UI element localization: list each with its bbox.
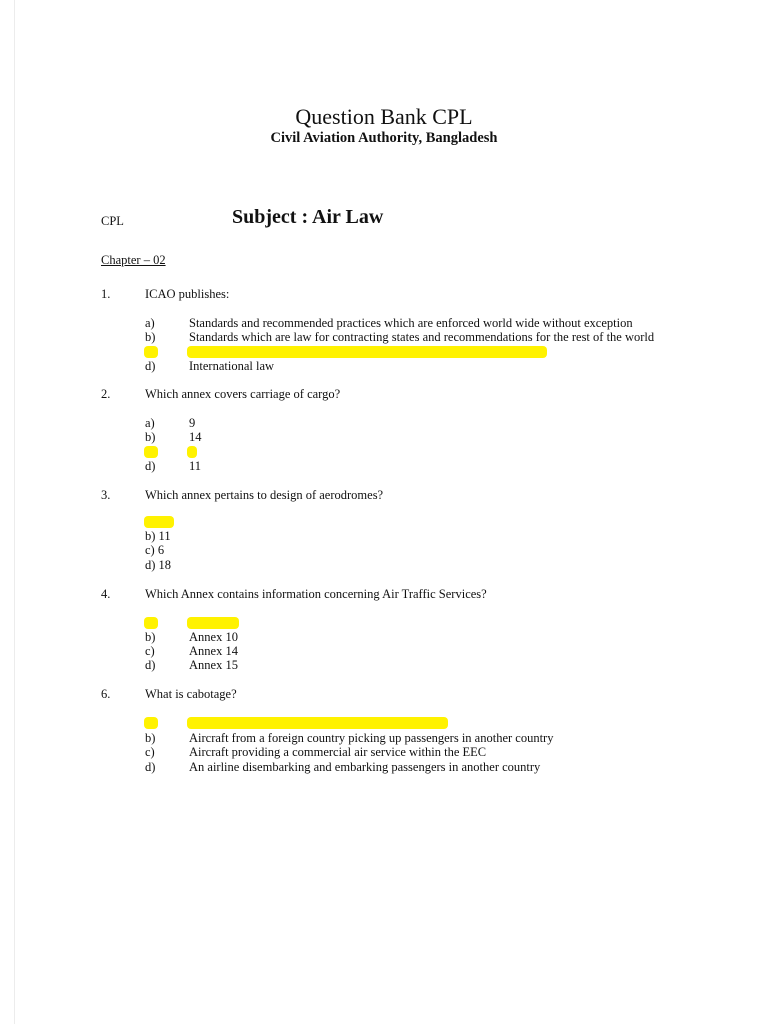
question-number: 6. <box>101 687 111 701</box>
question-number: 1. <box>101 287 111 301</box>
option-label: d) <box>145 359 156 373</box>
option-text: 14 <box>189 430 202 444</box>
option-label: a) <box>145 416 155 430</box>
question-text: Which Annex contains information concerning Air Traffic Services? <box>145 587 487 601</box>
option-text: Annex 10 <box>189 630 238 644</box>
question-text: Which annex covers carriage of cargo? <box>145 387 341 401</box>
option-label: c) <box>145 745 155 759</box>
question-number: 3. <box>101 488 111 502</box>
option-label: d) <box>145 459 156 473</box>
option-text: Standards and recommended practices which are enforced world wide without exception <box>189 316 633 330</box>
highlight-mark-label <box>144 717 158 729</box>
option-text: Standards which are law for contracting states and recommendations for the rest of the world <box>189 330 655 344</box>
highlight-mark-answer <box>187 717 448 729</box>
subject-heading: Subject : Air Law <box>232 206 384 228</box>
question-number: 2. <box>101 387 111 401</box>
option-text: An airline disembarking and embarking passengers in another country <box>189 760 541 774</box>
option-text: 9 <box>189 416 196 430</box>
option-label: b) <box>145 330 156 344</box>
option-label: c) <box>145 644 155 658</box>
option-text: International law <box>189 359 275 373</box>
highlight-mark-label <box>144 346 158 358</box>
question-text: ICAO publishes: <box>145 287 230 301</box>
highlight-mark-answer <box>144 516 174 528</box>
option-text: Aircraft from a foreign country picking up passengers in another country <box>189 731 554 745</box>
question-text: What is cabotage? <box>145 687 237 701</box>
option-text: b) 11 <box>145 529 171 543</box>
page-edge <box>14 0 15 1024</box>
option-label: b) <box>145 430 156 444</box>
highlight-mark-answer <box>187 446 197 458</box>
option-label: d) <box>145 760 156 774</box>
question-number: 4. <box>101 587 111 601</box>
document-subtitle: Civil Aviation Authority, Bangladesh <box>270 130 498 146</box>
chapter-heading: Chapter – 02 <box>101 253 166 267</box>
option-label: b) <box>145 731 156 745</box>
highlight-mark-label <box>144 617 158 629</box>
highlight-mark-answer <box>187 617 239 629</box>
option-text: Annex 14 <box>189 644 238 658</box>
highlight-mark-label <box>144 446 158 458</box>
document-title: Question Bank CPL <box>295 104 473 129</box>
option-text: Annex 15 <box>189 658 238 672</box>
option-text: d) 18 <box>145 558 172 572</box>
option-label: a) <box>145 316 155 330</box>
option-label: d) <box>145 658 156 672</box>
question-text: Which annex pertains to design of aerodromes? <box>145 488 384 502</box>
option-text: Aircraft providing a commercial air service within the EEC <box>189 745 487 759</box>
option-label: b) <box>145 630 156 644</box>
highlight-mark-answer <box>187 346 547 358</box>
course-label: CPL <box>101 214 124 228</box>
option-text: c) 6 <box>145 543 165 557</box>
option-text: 11 <box>189 459 202 473</box>
